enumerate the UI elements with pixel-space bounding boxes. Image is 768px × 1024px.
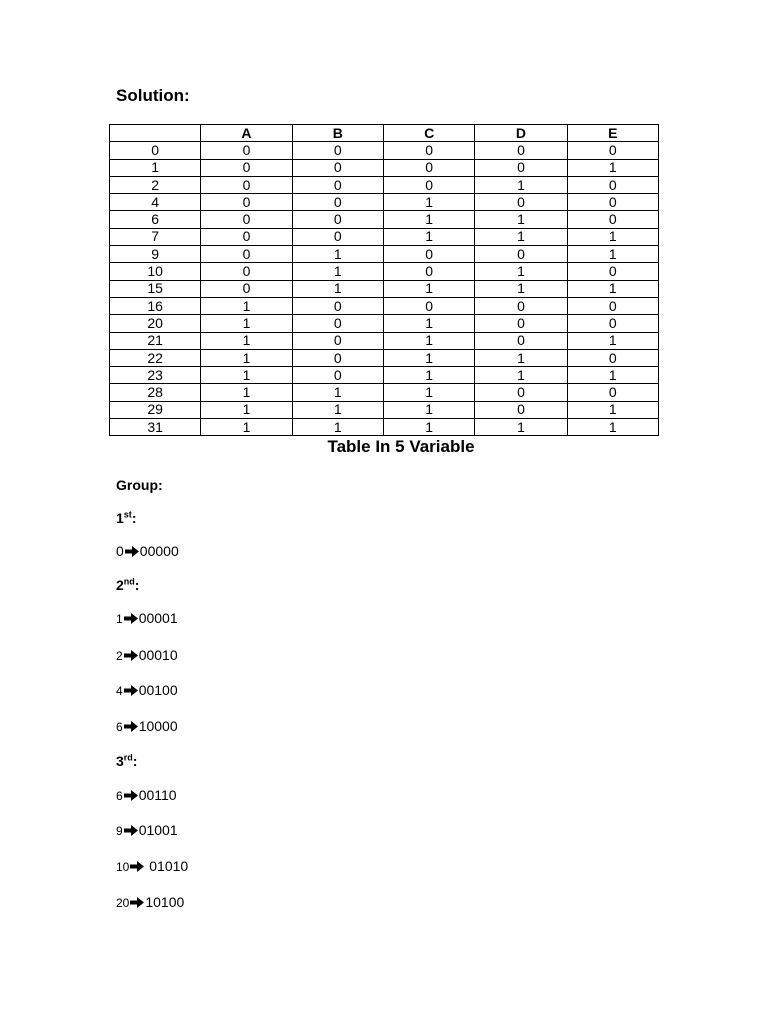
minterm-binary: 00000 [139, 543, 179, 559]
header-cell-a: A [201, 125, 292, 142]
minterm-number: 6 [116, 789, 123, 803]
table-cell-c: 0 [383, 246, 474, 263]
table-cell-a: 0 [201, 159, 292, 176]
right-arrow-icon [124, 721, 138, 732]
group-label-second [116, 577, 139, 593]
table-caption: Table In 5 Variable [327, 437, 475, 456]
table-cell-c: 0 [383, 263, 474, 280]
table-cell-c: 0 [383, 142, 474, 159]
minterm-item [116, 682, 178, 698]
minterm-item [116, 543, 179, 559]
table-cell-b: 1 [292, 419, 383, 436]
right-arrow-icon [124, 613, 138, 624]
minterm-number: 9 [116, 824, 123, 838]
table-row [110, 367, 659, 384]
group-colon: : [131, 510, 137, 526]
table-cell-e: 1 [567, 159, 658, 176]
table-cell-c: 1 [383, 401, 474, 418]
table-cell-c: 0 [383, 176, 474, 193]
truth-table [109, 124, 659, 436]
table-cell-c: 1 [383, 419, 474, 436]
table-cell-c: 0 [383, 297, 474, 314]
minterm-binary: 01010 [145, 858, 189, 874]
table-cell-d: 0 [475, 194, 567, 211]
table-row [110, 176, 659, 193]
table-cell-c: 1 [383, 211, 474, 228]
table-cell-b: 1 [292, 246, 383, 263]
table-cell-b: 0 [292, 367, 383, 384]
table-cell-c: 1 [383, 315, 474, 332]
table-cell-a: 1 [201, 367, 292, 384]
table-cell-c: 1 [383, 332, 474, 349]
table-cell-b: 1 [292, 401, 383, 418]
group-number: 2 [116, 577, 124, 593]
minterm-number: 1 [116, 612, 123, 626]
table-row [110, 280, 659, 297]
table-cell-d: 0 [475, 332, 567, 349]
table-row [110, 384, 659, 401]
truth-table-body [110, 142, 659, 436]
table-cell-b: 0 [292, 211, 383, 228]
minterm-binary: 01001 [138, 822, 178, 838]
ordinal-suffix: nd [123, 576, 135, 587]
table-cell-index: 16 [110, 297, 201, 314]
table-cell-e: 1 [567, 401, 658, 418]
table-row [110, 211, 659, 228]
table-row [110, 349, 659, 366]
header-row [110, 125, 659, 142]
table-cell-b: 0 [292, 176, 383, 193]
table-cell-e: 1 [567, 367, 658, 384]
minterm-binary: 10100 [145, 894, 185, 910]
table-cell-a: 0 [201, 246, 292, 263]
minterm-item [116, 718, 178, 734]
table-cell-d: 1 [475, 211, 567, 228]
table-cell-e: 0 [567, 211, 658, 228]
page-title: Solution: [116, 86, 190, 105]
minterm-item [116, 610, 178, 626]
group-label-first [116, 510, 136, 526]
table-cell-index: 2 [110, 176, 201, 193]
table-row [110, 228, 659, 245]
minterm-item [116, 822, 178, 838]
table-cell-index: 1 [110, 159, 201, 176]
table-cell-b: 0 [292, 315, 383, 332]
table-cell-a: 1 [201, 315, 292, 332]
table-cell-d: 1 [475, 263, 567, 280]
table-cell-index: 20 [110, 315, 201, 332]
table-cell-e: 1 [567, 280, 658, 297]
header-cell-c: C [383, 125, 474, 142]
table-cell-d: 0 [475, 142, 567, 159]
table-cell-e: 0 [567, 176, 658, 193]
table-cell-index: 4 [110, 194, 201, 211]
table-cell-index: 0 [110, 142, 201, 159]
table-row [110, 159, 659, 176]
table-row [110, 419, 659, 436]
table-cell-index: 7 [110, 228, 201, 245]
table-cell-index: 21 [110, 332, 201, 349]
group-label-third [116, 753, 137, 769]
table-cell-e: 0 [567, 263, 658, 280]
group-number: 1 [116, 510, 124, 526]
minterm-number: 6 [116, 720, 123, 734]
table-cell-index: 10 [110, 263, 201, 280]
minterm-number: 4 [116, 684, 123, 698]
table-cell-d: 0 [475, 384, 567, 401]
table-cell-a: 0 [201, 228, 292, 245]
table-cell-d: 0 [475, 315, 567, 332]
table-cell-b: 0 [292, 228, 383, 245]
table-cell-c: 1 [383, 280, 474, 297]
minterm-item [116, 787, 177, 803]
table-cell-d: 0 [475, 246, 567, 263]
right-arrow-icon [130, 897, 144, 908]
table-cell-c: 1 [383, 367, 474, 384]
table-cell-c: 0 [383, 159, 474, 176]
table-cell-index: 22 [110, 349, 201, 366]
table-cell-a: 1 [201, 332, 292, 349]
table-cell-index: 9 [110, 246, 201, 263]
table-cell-d: 1 [475, 228, 567, 245]
table-cell-d: 1 [475, 367, 567, 384]
table-row [110, 332, 659, 349]
truth-table-header [110, 125, 659, 142]
table-cell-a: 0 [201, 142, 292, 159]
minterm-binary: 00110 [138, 787, 177, 803]
group-number: 3 [116, 753, 124, 769]
table-row [110, 315, 659, 332]
table-cell-e: 0 [567, 142, 658, 159]
table-cell-a: 0 [201, 280, 292, 297]
group-colon: : [132, 753, 138, 769]
table-cell-c: 1 [383, 228, 474, 245]
table-cell-a: 1 [201, 419, 292, 436]
table-cell-b: 0 [292, 332, 383, 349]
minterm-binary: 10000 [138, 718, 178, 734]
table-cell-b: 1 [292, 384, 383, 401]
table-cell-a: 1 [201, 401, 292, 418]
right-arrow-icon [125, 546, 139, 557]
table-cell-a: 0 [201, 176, 292, 193]
minterm-item [116, 858, 188, 874]
minterm-binary: 00001 [138, 610, 178, 626]
table-cell-b: 0 [292, 142, 383, 159]
table-cell-index: 23 [110, 367, 201, 384]
table-cell-index: 6 [110, 211, 201, 228]
table-row [110, 194, 659, 211]
table-cell-d: 0 [475, 159, 567, 176]
table-cell-d: 1 [475, 280, 567, 297]
table-cell-e: 1 [567, 246, 658, 263]
table-cell-b: 0 [292, 194, 383, 211]
header-cell-e: E [567, 125, 658, 142]
table-cell-d: 0 [475, 297, 567, 314]
table-cell-index: 28 [110, 384, 201, 401]
table-cell-a: 1 [201, 384, 292, 401]
table-cell-e: 0 [567, 297, 658, 314]
table-cell-a: 1 [201, 349, 292, 366]
table-row [110, 246, 659, 263]
table-cell-c: 1 [383, 194, 474, 211]
table-cell-d: 0 [475, 401, 567, 418]
minterm-number: 0 [116, 543, 124, 559]
header-cell-b: B [292, 125, 383, 142]
table-cell-e: 0 [567, 349, 658, 366]
table-cell-b: 1 [292, 263, 383, 280]
table-cell-a: 0 [201, 194, 292, 211]
table-cell-b: 0 [292, 159, 383, 176]
minterm-item [116, 647, 178, 663]
table-row [110, 401, 659, 418]
table-cell-index: 15 [110, 280, 201, 297]
table-cell-index: 31 [110, 419, 201, 436]
table-cell-b: 0 [292, 297, 383, 314]
header-cell-index [110, 125, 201, 142]
ordinal-suffix: st [123, 509, 132, 520]
table-row [110, 142, 659, 159]
table-cell-c: 1 [383, 384, 474, 401]
table-cell-d: 1 [475, 419, 567, 436]
table-cell-e: 0 [567, 194, 658, 211]
group-heading: Group: [116, 477, 163, 493]
table-cell-b: 0 [292, 349, 383, 366]
right-arrow-icon [124, 650, 138, 661]
table-cell-a: 1 [201, 297, 292, 314]
right-arrow-icon [124, 685, 138, 696]
minterm-binary: 00100 [138, 682, 178, 698]
table-cell-b: 1 [292, 280, 383, 297]
table-cell-e: 0 [567, 315, 658, 332]
minterm-number: 10 [116, 860, 130, 874]
minterm-item [116, 894, 184, 910]
table-cell-a: 0 [201, 263, 292, 280]
table-cell-e: 0 [567, 384, 658, 401]
table-row [110, 263, 659, 280]
table-cell-d: 1 [475, 349, 567, 366]
header-cell-d: D [475, 125, 567, 142]
minterm-number: 2 [116, 649, 123, 663]
table-cell-c: 1 [383, 349, 474, 366]
table-cell-index: 29 [110, 401, 201, 418]
table-cell-a: 0 [201, 211, 292, 228]
minterm-binary: 00010 [138, 647, 178, 663]
table-cell-d: 1 [475, 176, 567, 193]
table-cell-e: 1 [567, 419, 658, 436]
right-arrow-icon [130, 861, 144, 872]
right-arrow-icon [124, 790, 138, 801]
group-colon: : [134, 577, 140, 593]
minterm-number: 20 [116, 896, 130, 910]
table-cell-e: 1 [567, 228, 658, 245]
right-arrow-icon [124, 825, 138, 836]
table-cell-e: 1 [567, 332, 658, 349]
ordinal-suffix: rd [123, 752, 133, 763]
table-row [110, 297, 659, 314]
